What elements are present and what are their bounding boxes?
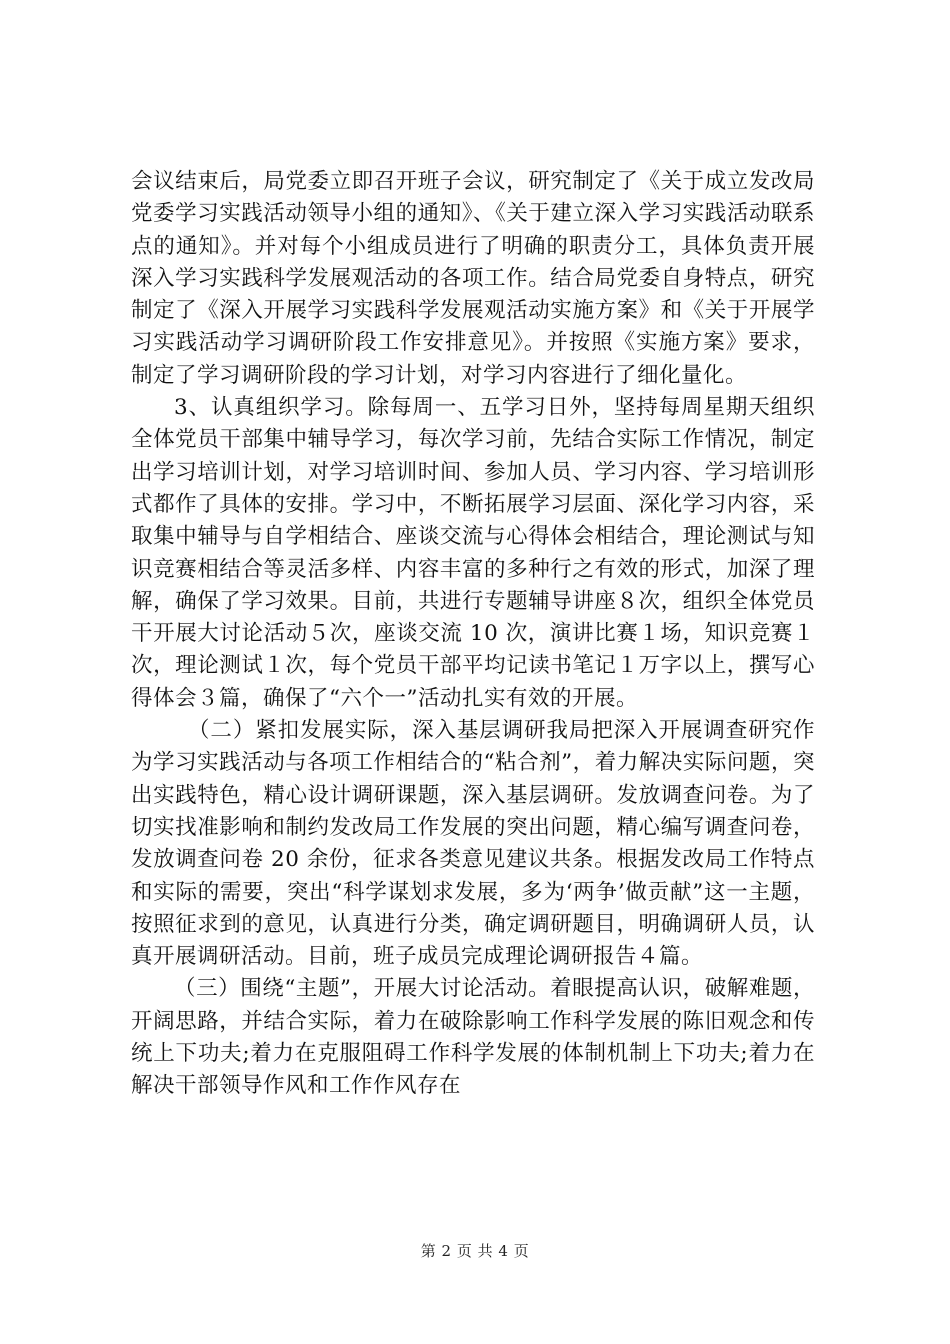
paragraph-organize-study: 3、认真组织学习。除每周一、五学习日外，坚持每周星期天组织全体党员干部集中辅导学习，每次学习前，先结合实际工作情况，制定出学习培训计划，对学习培训时间、参加人员、学习内容、学习培训形式都作了具体的安排。学习中，不断拓展学习层面、深化学习内容，采取集中辅导与自学相结合、座谈交流与心得体会相结合，理论测试与知识竞赛相结合等灵活多样、内容丰富的多种行之有效的形式，加深了理解，确保了学习效果。目前，共进行专题辅导讲座８次，组织全体党员干开展大讨论活动５次，座谈交流 10 次，演讲比赛１场，知识竞赛１次，理论测试１次，每个党员干部平均记读书笔记１万字以上，撰写心得体会３篇，确保了“六个一”活动扎实有效的开展。: [131, 395, 815, 711]
paragraph-theme-discussion: （三）围绕“主题”，开展大讨论活动。着眼提高认识，破解难题，开阔思路，并结合实际，着力在破除影响工作科学发展的陈旧观念和传统上下功夫;着力在克服阻碍工作科学发展的体制机制上下功夫;着力在解决干部领导作风和工作作风存在: [131, 976, 815, 1099]
document-body: [131, 166, 815, 1103]
page-number-footer: 第 2 页 共 4 页: [420, 1242, 530, 1260]
paragraph-meeting-followup: 会议结束后，局党委立即召开班子会议，研究制定了《关于成立发改局党委学习实践活动领导小组的通知》、《关于建立深入学习实践活动联系点的通知》。并对每个小组成员进行了明确的职责分工，具体负责开展深入学习实践科学发展观活动的各项工作。结合局党委自身特点，研究制定了《深入开展学习实践科学发展观活动实施方案》和《关于开展学习实践活动学习调研阶段工作安排意见》。并按照《实施方案》要求，制定了学习调研阶段的学习计划，对学习内容进行了细化量化。: [131, 169, 815, 388]
paragraph-grassroots-research: （二）紧扣发展实际，深入基层调研我局把深入开展调查研究作为学习实践活动与各项工作相结合的“粘合剂”，着力解决实际问题，突出实践特色，精心设计调研课题，深入基层调研。发放调查问卷。为了切实找准影响和制约发改局工作发展的突出问题，精心编写调查问卷，发放调查问卷 20 余份，征求各类意见建议共条。根据发改局工作特点和实际的需要，突出“科学谋划求发展，多为‘两争’做贡献”这一主题，按照征求到的意见，认真进行分类，确定调研题目，明确调研人员，认真开展调研活动。目前，班子成员完成理论调研报告４篇。: [131, 718, 815, 970]
